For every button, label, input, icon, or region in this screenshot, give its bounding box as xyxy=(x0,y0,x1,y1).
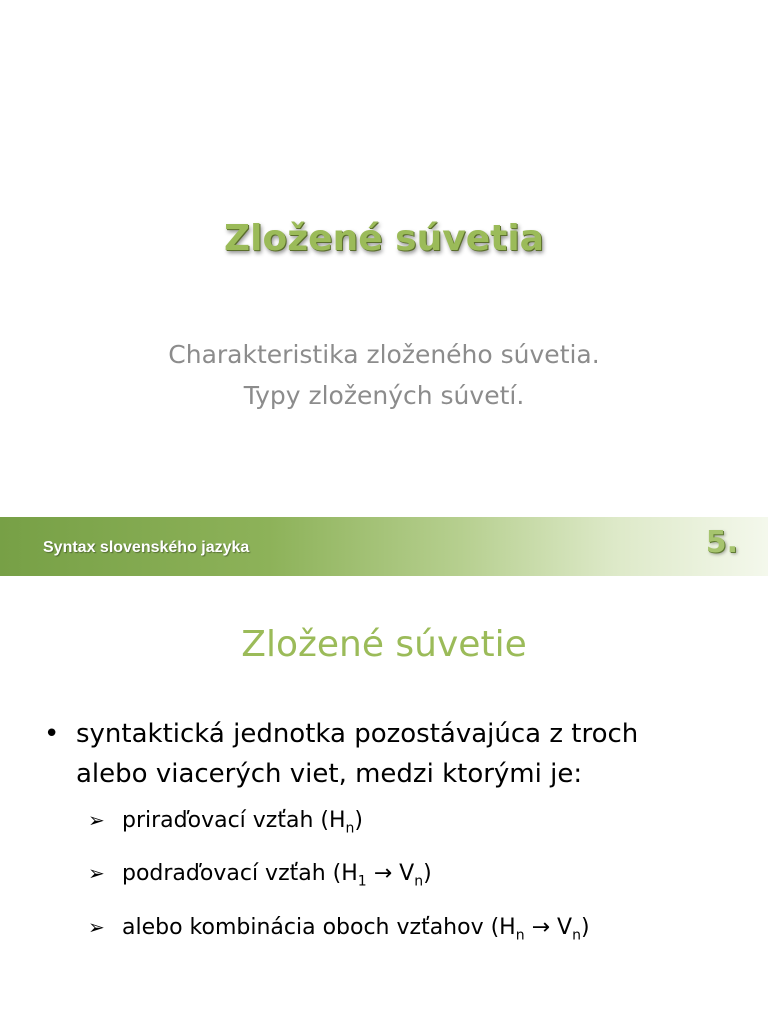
main-bullet-line-1: syntaktická jednotka pozostávajúca z troch xyxy=(76,719,639,749)
subtitle-line-2: Typy zložených súvetí. xyxy=(243,381,525,410)
subscript: n xyxy=(572,927,581,944)
sub-item-end: ) xyxy=(423,861,432,887)
arrow-bullet-icon: ➢ xyxy=(88,808,105,832)
sub-item-text: priraďovací vzťah (H xyxy=(122,808,346,833)
sub-item-end: ) xyxy=(580,914,590,940)
slide-footer-band xyxy=(0,517,768,576)
arrow-bullet-icon: ➢ xyxy=(88,861,105,886)
course-label: Syntax slovenského jazyka xyxy=(43,539,250,556)
main-bullet xyxy=(44,714,744,794)
slide1-subtitle xyxy=(0,334,768,416)
sub-item-mid: → V xyxy=(366,861,415,887)
subscript: n xyxy=(515,927,525,944)
sub-bullet-item xyxy=(88,905,744,958)
sub-bullet-item xyxy=(88,851,744,904)
lecture-number: 5. xyxy=(705,525,738,560)
sub-item-text: podraďovací vzťah (H xyxy=(122,861,358,887)
slide1-title: Zložené súvetia xyxy=(224,218,544,259)
sub-bullet-list xyxy=(44,798,744,958)
sub-bullet-item xyxy=(88,798,744,851)
main-bullet-line-2: alebo viacerých viet, medzi ktorými je: xyxy=(76,759,583,789)
subscript: 1 xyxy=(357,873,367,890)
subtitle-line-1: Charakteristika zloženého súvetia. xyxy=(168,340,600,369)
subscript: n xyxy=(414,873,424,890)
sub-item-mid: → V xyxy=(524,914,573,940)
bullet-list xyxy=(44,714,744,958)
slide2-title: Zložené súvetie xyxy=(241,624,527,665)
sub-item-text: alebo kombinácia oboch vzťahov (H xyxy=(122,914,516,940)
subscript: n xyxy=(345,820,355,837)
arrow-bullet-icon: ➢ xyxy=(88,914,105,939)
sub-item-end: ) xyxy=(354,808,363,833)
bullet-dot-icon: • xyxy=(44,719,60,749)
